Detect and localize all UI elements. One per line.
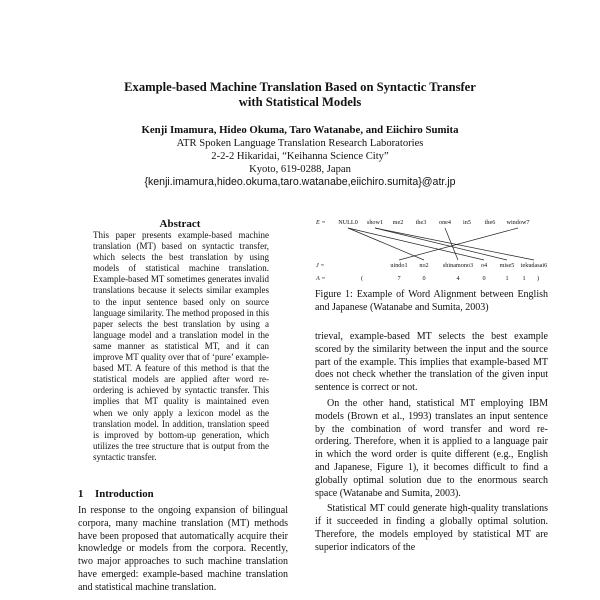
e-word-2: me2 — [392, 219, 404, 226]
figure-caption: Figure 1: Example of Word Alignment between English and Japanese (Watanabe and Sumita, 2003) — [315, 289, 548, 313]
j-word-5: mise5 — [499, 262, 515, 269]
a-value-2: 0 — [422, 275, 426, 282]
a-value-5: 1 — [505, 275, 509, 282]
paragraph-statistical-mt: On the other hand, statistical MT employing IBM models (Brown et al., 1993) translates an input sentence by the combination of word transfer and word re-ordering. Therefore, when it is applied to a language pair in which the word order is quite different (e.g., English and Japanese, Figure 1), it becomes difficult to find a globally optimal solution due to the enormous search space (Watanabe and Sumita, 2003). — [315, 397, 548, 499]
figure-word-alignment — [312, 210, 548, 290]
j-word-1: uindo1 — [390, 262, 408, 269]
affiliation-line-2: 2-2-2 Hikaridai, “Keihanna Science City” — [211, 151, 389, 162]
j-word-4: o4 — [480, 262, 488, 269]
a-value-6: 1 — [522, 275, 526, 282]
e-word-3: the3 — [415, 219, 427, 226]
a-open-paren: ( — [360, 275, 364, 282]
alignment-link-show-mise — [375, 228, 507, 260]
a-row-label: A = — [316, 275, 326, 282]
alignment-link-show-tekudasai — [375, 228, 534, 260]
section-number: 1 — [78, 488, 84, 500]
abstract-text: This paper presents example-based machine translation (MT) based on syntactic transfer, which selects the best translation by using models of statistical machine translation. Example-based MT sometimes generates invalid translations because it selects similar examples to the input sentence based only on source language similarity. The method proposed in this paper selects the best translation by using a language model and a translation model in the same manner as statistical MT, and it can improve MT quality over that of ‘pure’ example-based MT. A feature of this method is that the statistical models are applied after word re-ordering is achieved by syntactic transfer. This implies that MT quality is maintained even when we only apply a lexicon model as the translation model. In addition, translation speed is improved by bottom-up generation, which utilizes the tree structure that is output from the syntactic transfer. — [93, 230, 269, 462]
alignment-diagram — [312, 210, 548, 290]
affiliation-line-1: ATR Spoken Language Translation Research Laboratories — [176, 138, 424, 149]
paragraph-optimal-solution: Statistical MT could generate high-quality translations if it succeeded in finding a globally optimal solution. Therefore, the models employed by statistical MT are superior indicators of the — [315, 503, 548, 553]
right-column-text — [315, 331, 548, 558]
author-emails: {kenji.imamura,hideo.okuma,taro.watanabe,eiichiro.sumita}@atr.jp — [144, 176, 456, 188]
j-word-3: shinamono3 — [442, 262, 474, 269]
e-word-1: show1 — [366, 219, 384, 226]
section-heading-introduction — [78, 488, 288, 501]
author-list: Kenji Imamura, Hideo Okuma, Taro Watanabe, and Eiichiro Sumita — [141, 124, 459, 136]
paragraph-retrieval: trieval, example-based MT selects the best example scored by the similarity between the input and the source part of the example. This implies that example-based MT does not check whether the translation of the given input sentence is correct or not. — [315, 331, 548, 394]
section-title: Introduction — [95, 488, 154, 500]
e-word-5: in5 — [463, 219, 471, 226]
paper-title-line-2: with Statistical Models — [238, 95, 362, 109]
introduction-text: In response to the ongoing expansion of bilingual corpora, many machine translation (MT) methods have been proposed that automatically acquire their knowledge or models from the corpora. Recently, two major approaches to such machine translation have emerged: example-based machine translation and statistical machine translation. — [78, 505, 288, 593]
e-word-7: window7 — [506, 219, 530, 226]
j-word-6: tekudasai6 — [520, 262, 548, 269]
e-row-label: E = — [316, 219, 326, 226]
a-value-1: 7 — [397, 275, 401, 282]
j-row-label: J = — [316, 262, 325, 269]
affiliation-line-3: Kyoto, 619-0288, Japan — [249, 164, 351, 175]
abstract-heading: Abstract — [159, 218, 201, 230]
a-value-3: 4 — [456, 275, 460, 282]
a-value-4: 0 — [482, 275, 486, 282]
e-word-4: one4 — [438, 219, 452, 226]
alignment-link-null-no — [348, 228, 424, 260]
paper-title-line-1: Example-based Machine Translation Based on Syntactic Transfer — [124, 80, 476, 94]
alignment-lines — [348, 228, 534, 260]
e-word-0: NULL0 — [338, 219, 358, 226]
j-word-2: no2 — [419, 262, 429, 269]
e-word-6: the6 — [484, 219, 496, 226]
a-close-paren: ) — [536, 275, 540, 282]
